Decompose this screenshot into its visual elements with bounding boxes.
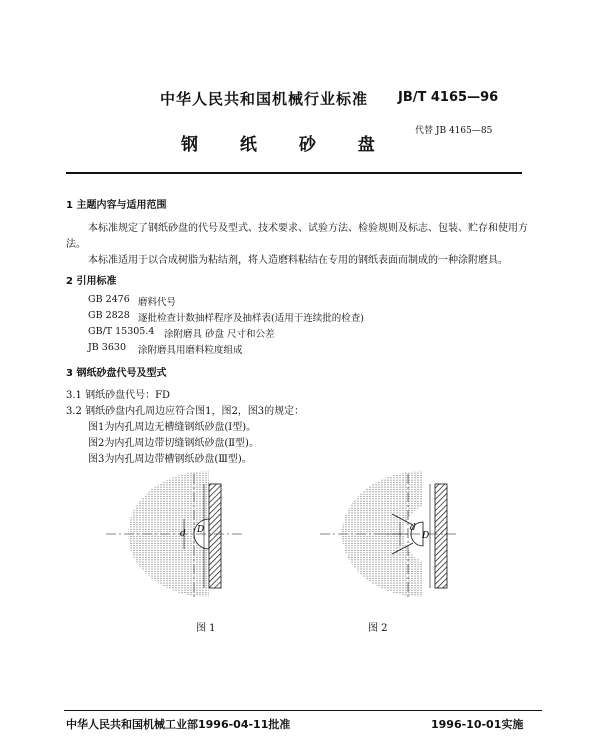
reference-code: GB/T 15305.4 (88, 326, 155, 337)
section-1-para1-line1: 本标准规定了钢纸砂盘的代号及型式、技术要求、试验方法、检验规则及标志、包装、贮存和使用方 (88, 223, 528, 234)
approval-note: 中华人民共和国机械工业部1996-04-11批准 (66, 718, 291, 731)
document-title: 钢 纸 砂 盘 (181, 135, 393, 155)
dimension-d-label: d (410, 523, 416, 533)
reference-code: GB 2828 (88, 310, 130, 321)
figure-2-caption: 图 2 (368, 623, 388, 634)
clause-3-1: 3.1 钢纸砂盘代号：FD (66, 390, 171, 401)
reference-code: JB 3630 (88, 342, 126, 353)
section-1-heading: 1 主题内容与适用范围 (66, 200, 167, 211)
ministry-title: 中华人民共和国机械行业标准 (160, 90, 369, 108)
replaces-note: 代替 JB 4165—85 (415, 126, 493, 136)
reference-title: 涂附磨具用磨料粒度组成 (138, 345, 243, 356)
dimension-D-label: D (422, 531, 430, 541)
reference-title: 逐批检查计数抽样程序及抽样表(适用于连续批的检查) (138, 313, 364, 324)
section-2-heading: 2 引用标准 (66, 276, 117, 287)
effective-date: 1996-10-01实施 (431, 718, 524, 731)
standard-number: JB/T 4165—96 (398, 90, 499, 105)
figure-note: 图1为内孔周边无槽缝钢纸砂盘(Ⅰ型)。 (88, 422, 257, 433)
dimension-d-label: d (180, 529, 186, 539)
section-1-para1-line2: 法。 (66, 239, 86, 250)
clause-3-2: 3.2 钢纸砂盘内孔周边应符合图1，图2，图3的规定： (66, 406, 305, 417)
header-rule (66, 172, 522, 174)
figure-1-caption: 图 1 (196, 623, 216, 634)
reference-code: GB 2476 (88, 294, 130, 305)
section-3-heading: 3 钢纸砂盘代号及型式 (66, 368, 167, 379)
figure-2-disc-diagram (300, 470, 460, 610)
section-1-para2: 本标准适用于以合成树脂为粘结剂，将人造磨料粘结在专用的钢纸表面而制成的一种涂附磨具。 (88, 255, 508, 266)
reference-title: 涂附磨具 砂盘 尺寸和公差 (164, 329, 275, 340)
footer-rule (64, 710, 542, 711)
figure-note: 图2为内孔周边带切缝钢纸砂盘(Ⅱ型)。 (88, 438, 259, 449)
reference-title: 磨料代号 (138, 297, 177, 308)
figure-1-disc-diagram (100, 470, 260, 610)
dimension-D-label: D (197, 525, 205, 535)
figure-note: 图3为内孔周边带槽钢纸砂盘(Ⅲ型)。 (88, 454, 252, 465)
